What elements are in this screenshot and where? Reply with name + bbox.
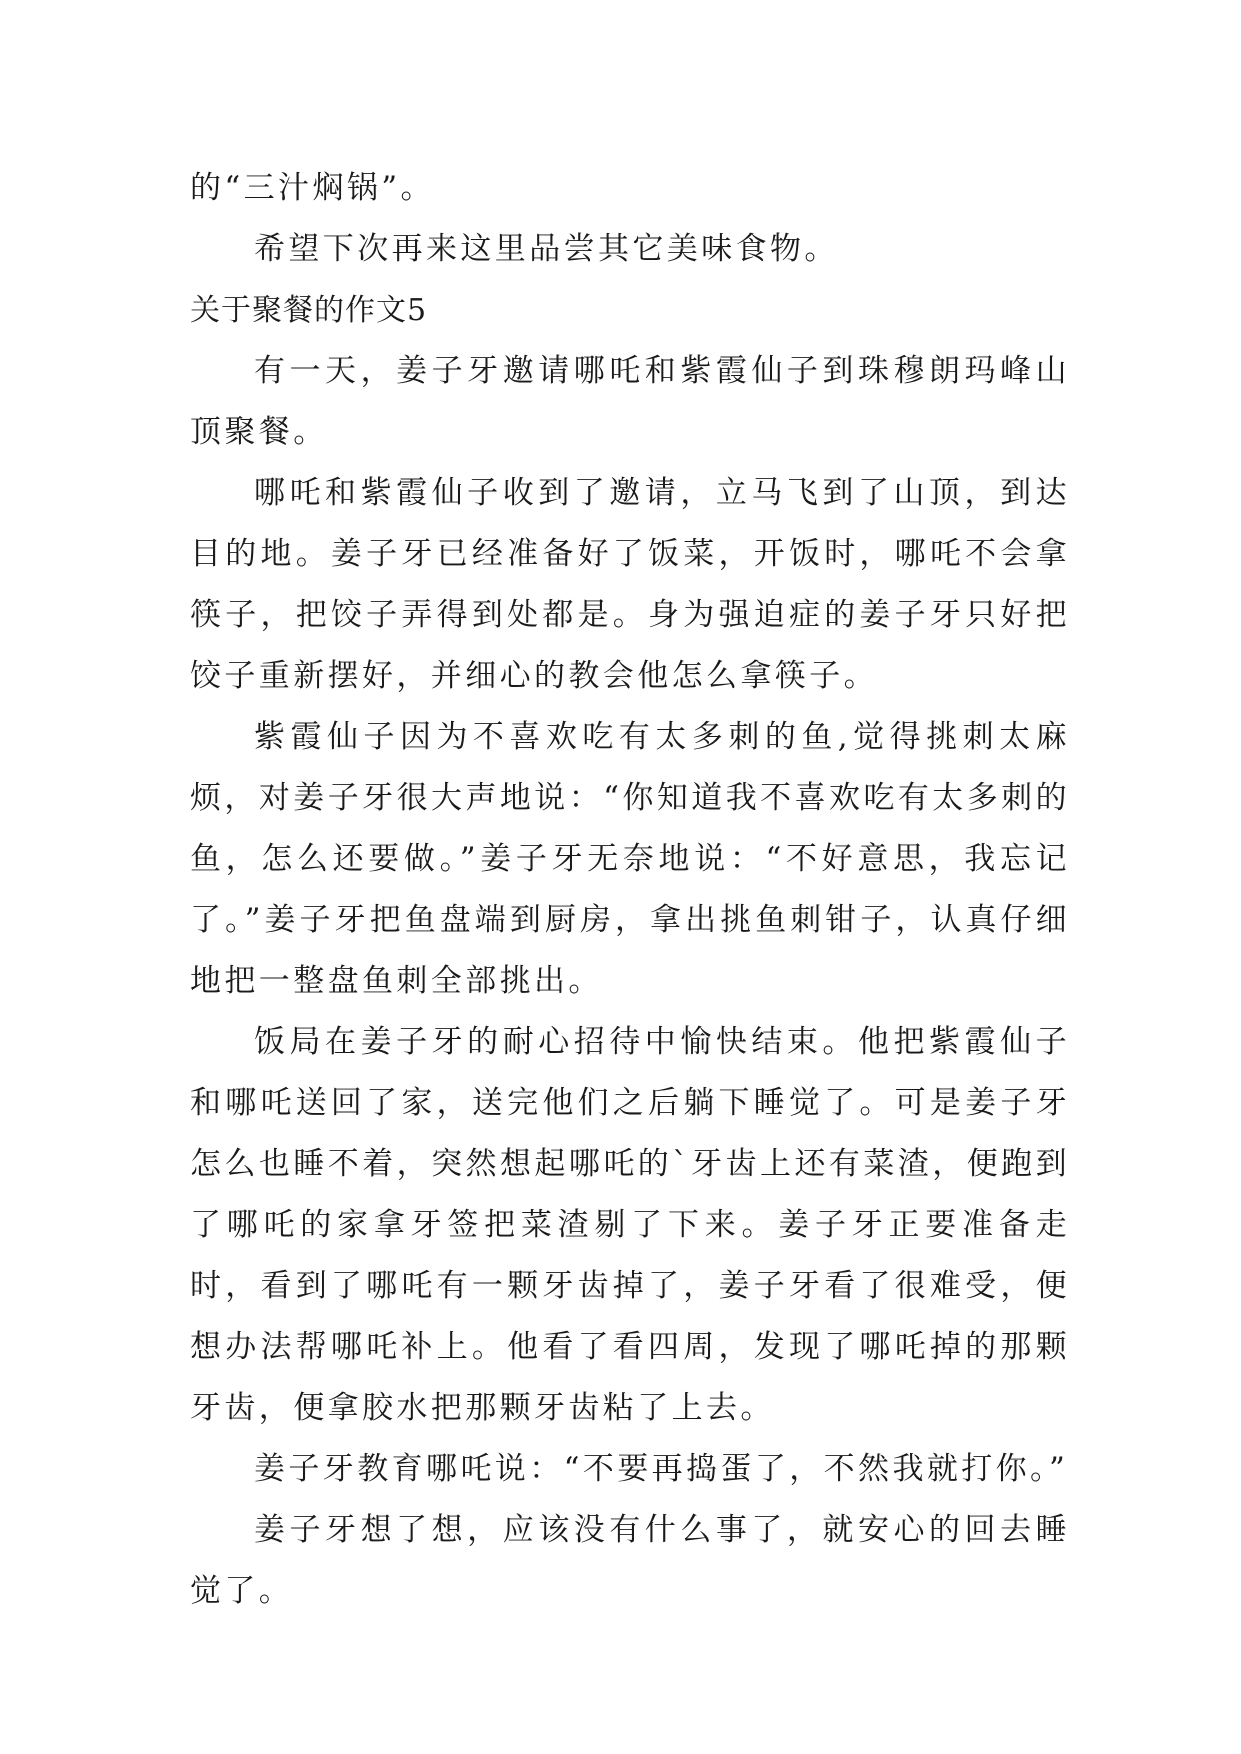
continuation-paragraph: 的“三汁焖锅”。	[190, 170, 435, 206]
essay-heading: 关于聚餐的作文5	[190, 293, 428, 328]
body-paragraph: 饭局在姜子牙的耐心招待中愉快结束。他把紫霞仙子和哪吒送回了家，送完他们之后躺下睡觉了。可是姜子牙怎么也睡不着，突然想起哪吒的`牙齿上还有菜渣，便跑到了哪吒的家拿牙签把菜渣剔了下来。姜子牙正要准备走时，看到了哪吒有一颗牙齿掉了，姜子牙看了很难受，便想办法帮哪吒补上。他看了看四周，发现了哪吒掉的那颗牙齿，便拿胶水把那颗牙齿粘了上去。	[190, 1024, 1070, 1426]
body-paragraph: 姜子牙想了想，应该没有什么事了，就安心的回去睡觉了。	[190, 1512, 1070, 1609]
body-paragraph: 哪吒和紫霞仙子收到了邀请，立马飞到了山顶，到达目的地。姜子牙已经准备好了饭菜，开饭时，哪吒不会拿筷子，把饺子弄得到处都是。身为强迫症的姜子牙只好把饺子重新摆好，并细心的教会他怎么拿筷子。	[190, 475, 1070, 694]
body-paragraph: 姜子牙教育哪吒说：“不要再捣蛋了，不然我就打你。”	[254, 1451, 1069, 1487]
body-paragraph: 紫霞仙子因为不喜欢吃有太多刺的鱼,觉得挑刺太麻烦，对姜子牙很大声地说：“你知道我不喜欢吃有太多刺的鱼，怎么还要做。”姜子牙无奈地说：“不好意思，我忘记了。”姜子牙把鱼盘端到厨房，拿出挑鱼刺钳子，认真仔细地把一整盘鱼刺全部挑出。	[190, 719, 1070, 999]
document-body	[190, 158, 1070, 1622]
body-paragraph: 有一天，姜子牙邀请哪吒和紫霞仙子到珠穆朗玛峰山顶聚餐。	[190, 353, 1070, 450]
closing-paragraph: 希望下次再来这里品尝其它美味食物。	[254, 231, 839, 267]
